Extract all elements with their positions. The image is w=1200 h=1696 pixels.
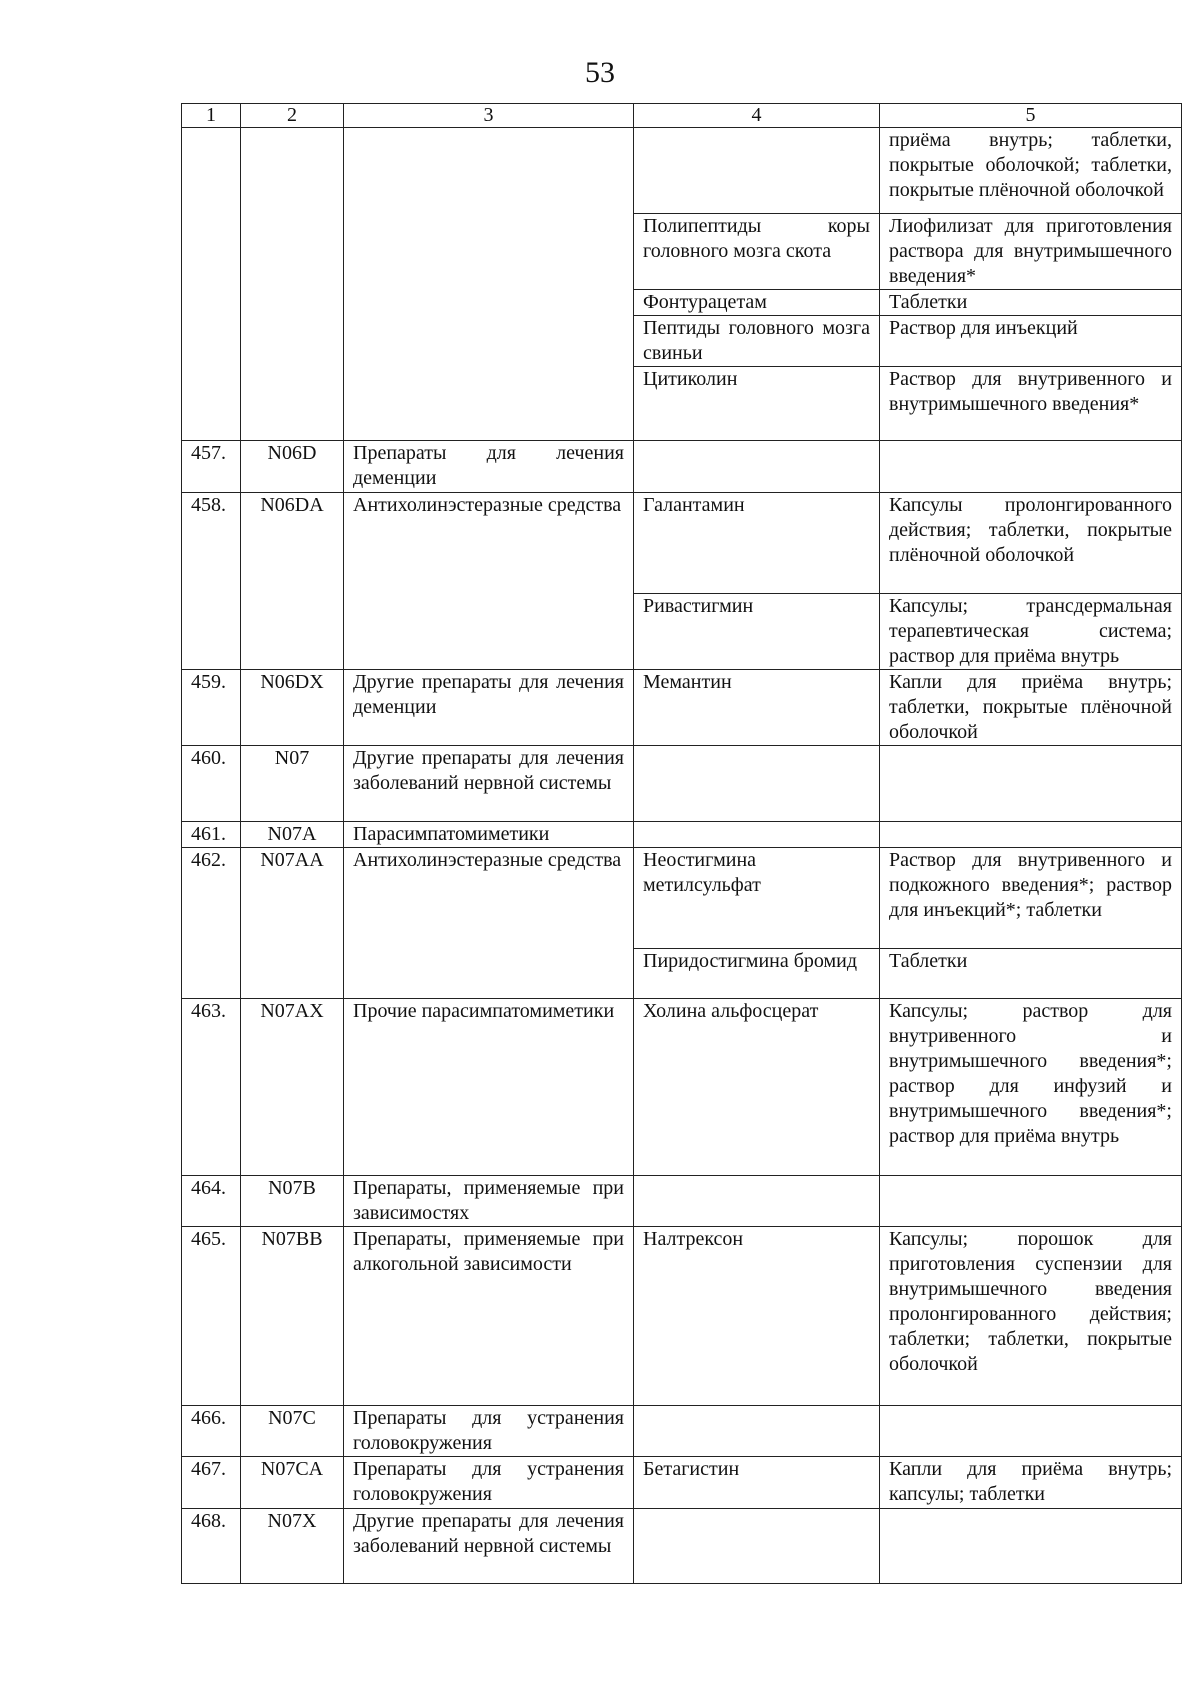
cell-group: Препараты для устранения головокружения — [344, 1457, 634, 1509]
table-row — [182, 1406, 1182, 1457]
cell-number: 462. — [182, 848, 241, 999]
cell-drug: Пиридостигмина бромид — [634, 949, 880, 999]
cell-form: Капсулы пролонгированного действия; таблетки, покрытые плёночной оболочкой — [880, 493, 1182, 594]
table-row — [182, 1457, 1182, 1509]
cell-number: 463. — [182, 999, 241, 1176]
table-header-row — [182, 104, 1182, 128]
table-row — [182, 746, 1182, 822]
table-row — [182, 1227, 1182, 1406]
cell-drug: Пептиды головного мозга свиньи — [634, 316, 880, 367]
cell-form: Капсулы; раствор для внутривенного и внутримышечного введения*; раствор для инфузий и внутримышечного введения*; раствор для приёма внутрь — [880, 999, 1182, 1176]
cell-form: приёма внутрь; таблетки, покрытые оболочкой; таблетки, покрытые плёночной оболочкой — [880, 128, 1182, 214]
cell-drug — [634, 128, 880, 214]
cell-atc-code: N06DA — [241, 493, 344, 670]
column-header: 3 — [344, 104, 634, 128]
table-row — [182, 493, 1182, 594]
cell-drug: Бетагистин — [634, 1457, 880, 1509]
cell-atc-code: N07X — [241, 1509, 344, 1584]
cell-form: Лиофилизат для приготовления раствора для внутримышечного введения* — [880, 214, 1182, 290]
table-row — [182, 128, 1182, 214]
cell-number: 466. — [182, 1406, 241, 1457]
cell-number: 465. — [182, 1227, 241, 1406]
cell-form: Раствор для внутривенного и подкожного введения*; раствор для инъекций*; таблетки — [880, 848, 1182, 949]
cell-form — [880, 1176, 1182, 1227]
cell-atc-code: N06D — [241, 441, 344, 493]
drug-table — [181, 103, 1182, 1584]
cell-form: Таблетки — [880, 949, 1182, 999]
cell-drug — [634, 1176, 880, 1227]
cell-group: Прочие парасимпатомиметики — [344, 999, 634, 1176]
cell-atc-code: N07AX — [241, 999, 344, 1176]
cell-atc-code: N07BB — [241, 1227, 344, 1406]
cell-atc-code: N07AA — [241, 848, 344, 999]
cell-form: Капсулы; порошок для приготовления суспензии для внутримышечного введения пролонгированного действия; таблетки; таблетки, покрытые оболочкой — [880, 1227, 1182, 1406]
cell-number: 459. — [182, 670, 241, 746]
cell-form — [880, 746, 1182, 822]
cell-number: 467. — [182, 1457, 241, 1509]
cell-number — [182, 128, 241, 441]
cell-drug — [634, 1406, 880, 1457]
table-row — [182, 1176, 1182, 1227]
cell-drug: Холина альфосцерат — [634, 999, 880, 1176]
cell-form: Раствор для инъекций — [880, 316, 1182, 367]
cell-group: Антихолинэстеразные средства — [344, 493, 634, 670]
cell-drug: Фонтурацетам — [634, 290, 880, 316]
cell-atc-code: N07B — [241, 1176, 344, 1227]
table-row — [182, 670, 1182, 746]
cell-atc-code: N07CA — [241, 1457, 344, 1509]
cell-form — [880, 441, 1182, 493]
cell-form: Таблетки — [880, 290, 1182, 316]
cell-atc-code: N07C — [241, 1406, 344, 1457]
cell-drug — [634, 746, 880, 822]
cell-group: Антихолинэстеразные средства — [344, 848, 634, 999]
column-header: 4 — [634, 104, 880, 128]
cell-number: 464. — [182, 1176, 241, 1227]
cell-group: Препараты для лечения деменции — [344, 441, 634, 493]
table-row — [182, 441, 1182, 493]
table-row — [182, 822, 1182, 848]
cell-number: 458. — [182, 493, 241, 670]
column-header: 1 — [182, 104, 241, 128]
cell-drug: Неостигмина метилсульфат — [634, 848, 880, 949]
cell-atc-code — [241, 128, 344, 441]
cell-drug: Налтрексон — [634, 1227, 880, 1406]
page-number: 53 — [585, 56, 615, 89]
cell-atc-code: N06DX — [241, 670, 344, 746]
cell-group — [344, 128, 634, 441]
cell-form: Капли для приёма внутрь; таблетки, покрытые плёночной оболочкой — [880, 670, 1182, 746]
cell-number: 460. — [182, 746, 241, 822]
cell-form: Капсулы; трансдермальная терапевтическая система; раствор для приёма внутрь — [880, 594, 1182, 670]
cell-atc-code: N07A — [241, 822, 344, 848]
cell-atc-code: N07 — [241, 746, 344, 822]
cell-group: Другие препараты для лечения заболеваний нервной системы — [344, 1509, 634, 1584]
column-header: 2 — [241, 104, 344, 128]
table-row — [182, 999, 1182, 1176]
cell-group: Другие препараты для лечения заболеваний нервной системы — [344, 746, 634, 822]
cell-group: Препараты для устранения головокружения — [344, 1406, 634, 1457]
cell-group: Парасимпатомиметики — [344, 822, 634, 848]
cell-form — [880, 1509, 1182, 1584]
cell-drug: Мемантин — [634, 670, 880, 746]
cell-form — [880, 1406, 1182, 1457]
cell-group: Препараты, применяемые при алкогольной зависимости — [344, 1227, 634, 1406]
cell-drug: Цитиколин — [634, 367, 880, 441]
cell-drug: Галантамин — [634, 493, 880, 594]
cell-number: 468. — [182, 1509, 241, 1584]
cell-number: 457. — [182, 441, 241, 493]
cell-group: Препараты, применяемые при зависимостях — [344, 1176, 634, 1227]
cell-number: 461. — [182, 822, 241, 848]
cell-drug — [634, 1509, 880, 1584]
cell-form — [880, 822, 1182, 848]
cell-drug: Полипептиды коры головного мозга скота — [634, 214, 880, 290]
table-row — [182, 848, 1182, 949]
cell-drug — [634, 822, 880, 848]
cell-drug — [634, 441, 880, 493]
cell-form: Раствор для внутривенного и внутримышечного введения* — [880, 367, 1182, 441]
cell-drug: Ривастигмин — [634, 594, 880, 670]
column-header: 5 — [880, 104, 1182, 128]
table-row — [182, 1509, 1182, 1584]
cell-group: Другие препараты для лечения деменции — [344, 670, 634, 746]
cell-form: Капли для приёма внутрь; капсулы; таблетки — [880, 1457, 1182, 1509]
